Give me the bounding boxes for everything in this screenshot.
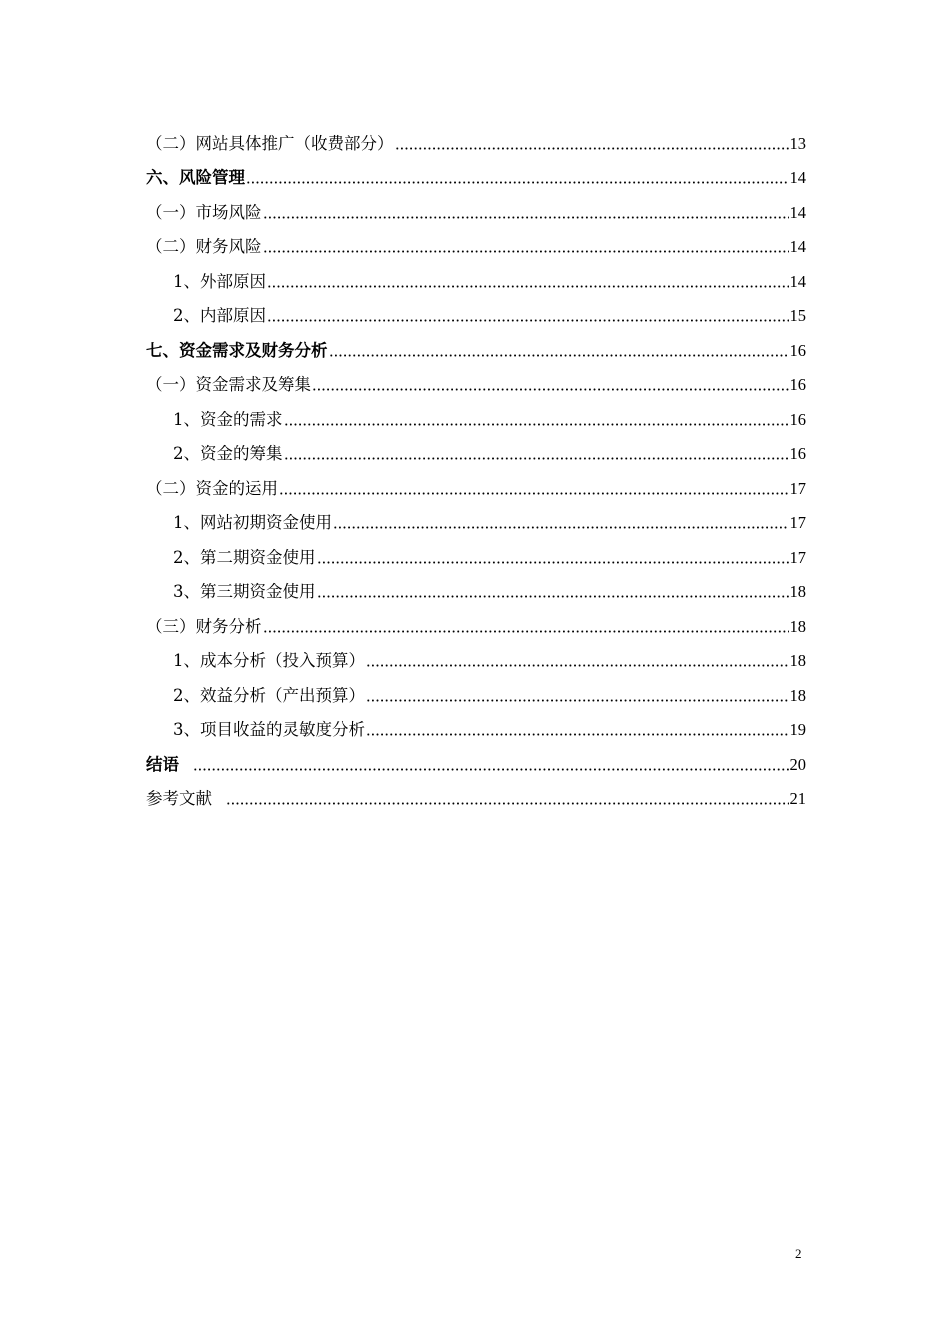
toc-entry-title: （一）市场风险 [146, 202, 262, 222]
toc-dot-leader [333, 526, 789, 529]
toc-entry[interactable] [146, 779, 806, 814]
toc-dot-leader [317, 561, 789, 564]
toc-entry-page: 14 [789, 237, 806, 256]
toc-entry[interactable] [146, 227, 806, 262]
toc-entry-page: 17 [789, 547, 806, 567]
toc-entry-title: 1、资金的需求 [173, 409, 283, 429]
toc-entry[interactable] [146, 675, 806, 710]
toc-entry-title: 七、资金需求及财务分析 [146, 340, 328, 360]
toc-entry[interactable] [146, 123, 806, 158]
page-number: 2 [795, 1246, 802, 1261]
toc-dot-leader [329, 354, 789, 357]
toc-entry[interactable] [146, 503, 806, 538]
toc-entry-page: 18 [789, 582, 806, 601]
toc-entry-page: 16 [789, 375, 806, 394]
table-of-contents [146, 123, 806, 813]
toc-entry-title: 结语 [146, 754, 179, 774]
toc-entry[interactable] [146, 606, 806, 641]
toc-dot-leader [284, 423, 789, 426]
toc-entry[interactable] [146, 641, 806, 676]
toc-entry[interactable] [146, 468, 806, 503]
toc-entry-title: 1、网站初期资金使用 [173, 513, 332, 532]
toc-entry-title: （二）资金的运用 [146, 478, 278, 498]
toc-entry-page: 18 [789, 651, 806, 670]
toc-entry-page: 18 [789, 616, 806, 636]
toc-entry[interactable] [146, 399, 806, 434]
toc-dot-leader [395, 147, 789, 150]
toc-entry[interactable] [146, 537, 806, 572]
toc-dot-leader [317, 595, 789, 598]
toc-entry-page: 13 [789, 133, 806, 153]
toc-entry-page: 17 [789, 478, 806, 498]
toc-entry[interactable] [146, 158, 806, 193]
toc-entry-page: 18 [789, 685, 806, 705]
toc-entry[interactable] [146, 261, 806, 296]
toc-entry-page: 19 [789, 720, 806, 739]
toc-entry-title: （二）网站具体推广（收费部分） [146, 133, 394, 153]
toc-entry[interactable] [146, 434, 806, 469]
toc-entry-title: 2、资金的筹集 [173, 444, 283, 463]
toc-dot-leader [263, 630, 789, 633]
toc-dot-leader [312, 388, 789, 391]
toc-entry-page: 15 [789, 306, 806, 325]
toc-entry-title: 2、效益分析（产出预算） [173, 685, 365, 705]
toc-dot-leader [366, 733, 789, 736]
toc-entry[interactable] [146, 365, 806, 400]
toc-entry-title: （三）财务分析 [146, 616, 262, 636]
toc-entry-title: 2、内部原因 [173, 306, 266, 325]
toc-entry-page: 16 [789, 444, 806, 463]
toc-entry-page: 14 [789, 271, 806, 291]
toc-dot-leader [284, 457, 789, 460]
toc-entry-title: 参考文献 [146, 789, 212, 808]
toc-entry-page: 17 [789, 513, 806, 532]
toc-entry-page: 20 [789, 754, 806, 774]
toc-dot-leader [246, 181, 789, 184]
toc-entry[interactable] [146, 330, 806, 365]
toc-dot-leader [267, 285, 789, 288]
toc-entry-page: 16 [789, 409, 806, 429]
toc-entry[interactable] [146, 744, 806, 779]
toc-entry-title: 1、外部原因 [173, 271, 266, 291]
toc-entry-title: （一）资金需求及筹集 [146, 375, 311, 394]
toc-entry-title: 3、第三期资金使用 [173, 582, 316, 601]
toc-entry-page: 21 [789, 789, 806, 808]
toc-dot-leader [193, 768, 789, 771]
toc-dot-leader [263, 216, 789, 219]
toc-dot-leader [263, 250, 789, 253]
toc-entry-title: 3、项目收益的灵敏度分析 [173, 720, 365, 739]
toc-entry[interactable] [146, 192, 806, 227]
toc-dot-leader [366, 664, 789, 667]
toc-dot-leader [366, 699, 789, 702]
toc-entry-title: 1、成本分析（投入预算） [173, 651, 365, 670]
toc-entry[interactable] [146, 710, 806, 745]
toc-dot-leader [226, 802, 789, 805]
toc-entry-title: 2、第二期资金使用 [173, 547, 316, 567]
toc-entry[interactable] [146, 296, 806, 331]
toc-dot-leader [279, 492, 789, 495]
toc-entry-page: 16 [789, 340, 806, 360]
toc-entry-page: 14 [789, 202, 806, 222]
toc-dot-leader [267, 319, 789, 322]
toc-entry[interactable] [146, 572, 806, 607]
toc-entry-title: （二）财务风险 [146, 237, 262, 256]
toc-entry-title: 六、风险管理 [146, 168, 245, 187]
toc-entry-page: 14 [789, 168, 806, 187]
